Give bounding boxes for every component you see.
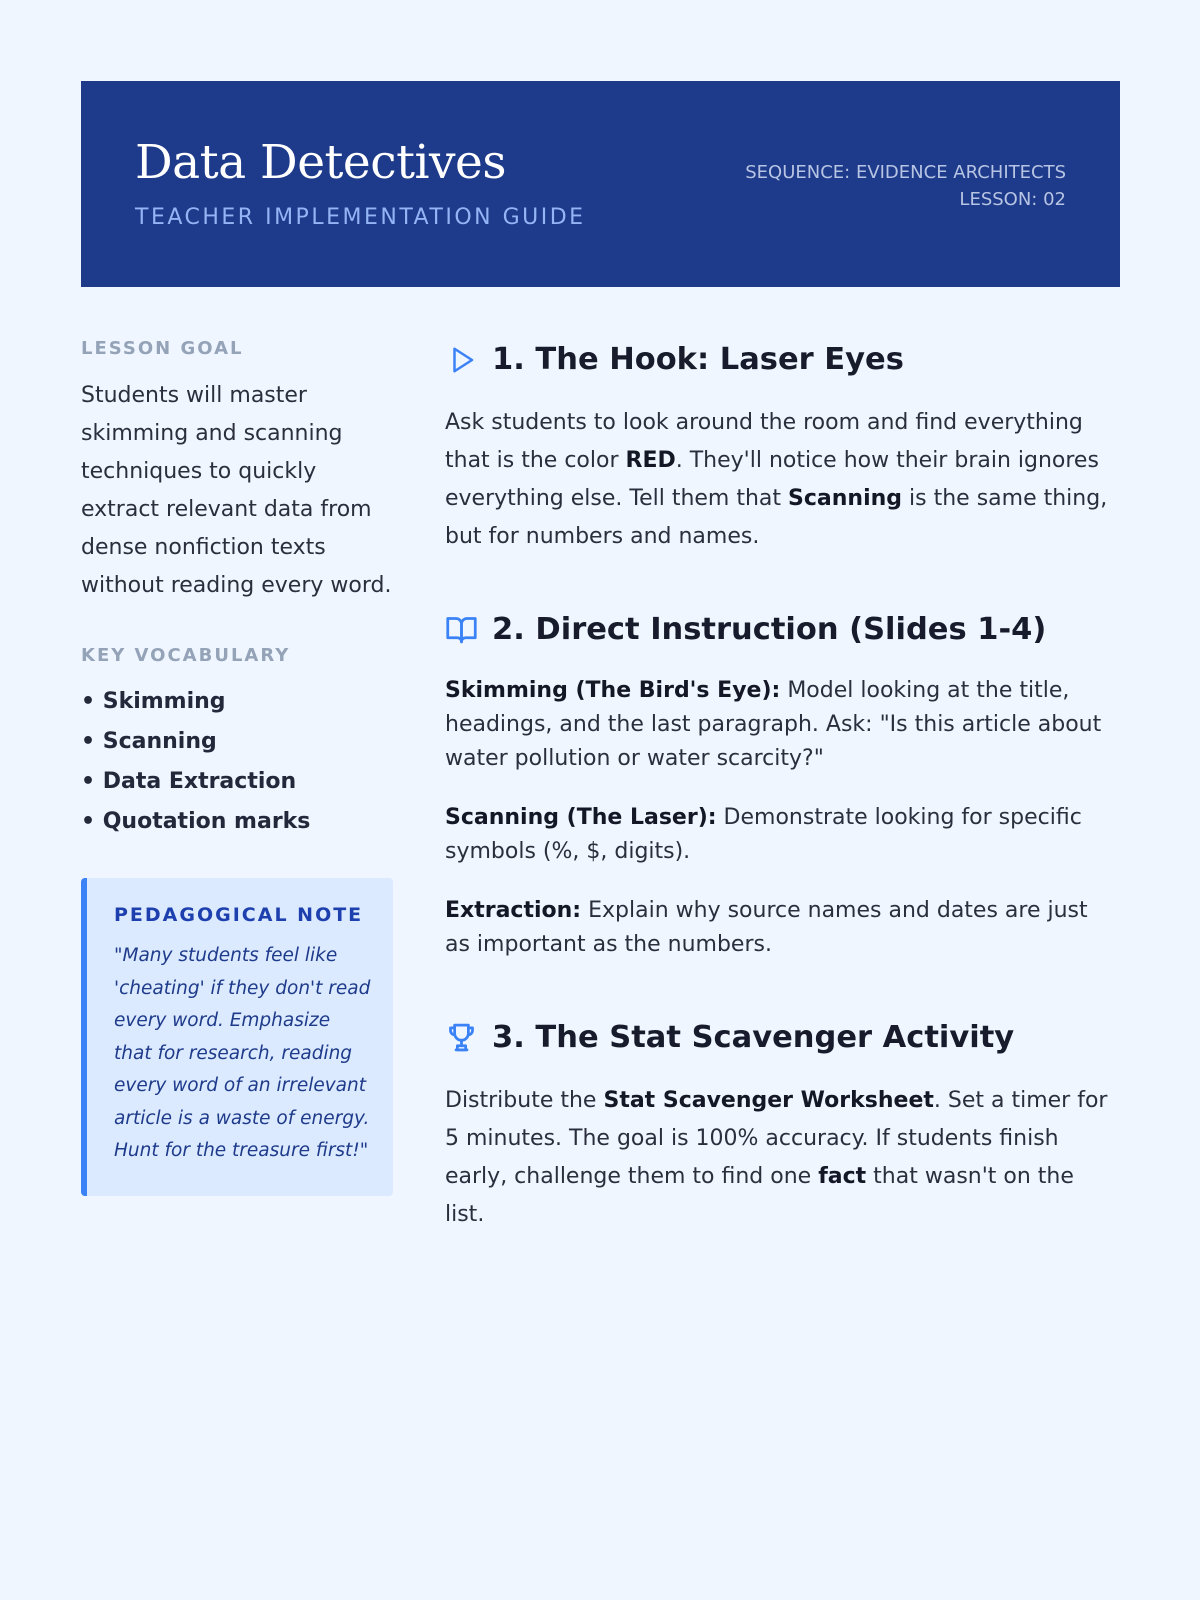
section-title: 1. The Hook: Laser Eyes bbox=[492, 342, 904, 377]
section-paragraph: Distribute the Stat Scavenger Worksheet. Set a timer for 5 minutes. The goal is 100% accuracy. If students finish early, challenge them to find one fact that wasn't on the list. bbox=[445, 1088, 1108, 1227]
page-title: Data Detectives bbox=[135, 135, 506, 190]
emphasis-text: fact bbox=[818, 1164, 867, 1189]
vocabulary-item: • Skimming bbox=[81, 689, 226, 714]
main-content bbox=[445, 342, 1115, 1234]
sequence-label: SEQUENCE: EVIDENCE ARCHITECTS bbox=[745, 162, 1066, 183]
section-title: 2. Direct Instruction (Slides 1-4) bbox=[492, 612, 1047, 647]
header-banner bbox=[81, 81, 1120, 287]
vocabulary-item: • Quotation marks bbox=[81, 809, 311, 834]
section-activity bbox=[445, 1020, 1115, 1234]
page-subtitle: TEACHER IMPLEMENTATION GUIDE bbox=[135, 205, 586, 230]
term: Scanning (The Laser): bbox=[445, 805, 717, 830]
emphasis-text: Scanning bbox=[788, 486, 903, 511]
pedagogical-note bbox=[81, 878, 393, 1196]
pedagogical-note-quote: "Many students feel like 'cheating' if they don't read every word. Emphasize that for research, reading every word of an irrelevant article is a waste of energy. Hunt for the treasure first!" bbox=[114, 945, 371, 1161]
emphasis-text: RED bbox=[625, 448, 676, 473]
extraction-definition: Extraction: Explain why source names and dates are just as important as the numbers. bbox=[445, 898, 1088, 957]
lesson-goal-text: Students will master skimming and scanning techniques to quickly extract relevant data from dense nonfiction texts without reading every word. bbox=[81, 383, 392, 598]
book-icon bbox=[445, 613, 478, 646]
term: Skimming (The Bird's Eye): bbox=[445, 678, 781, 703]
section-hook bbox=[445, 342, 1115, 556]
vocabulary-item: • Scanning bbox=[81, 729, 217, 754]
skimming-definition: Skimming (The Bird's Eye): Model looking at the title, headings, and the last paragraph. Ask: "Is this article about water pollution or water scarcity?" bbox=[445, 678, 1102, 771]
key-vocabulary-label: KEY VOCABULARY bbox=[81, 645, 291, 666]
vocabulary-list bbox=[81, 682, 393, 842]
lesson-goal-label: LESSON GOAL bbox=[81, 338, 244, 359]
play-icon bbox=[445, 343, 478, 376]
sidebar bbox=[81, 338, 393, 1196]
trophy-icon bbox=[445, 1021, 478, 1054]
pedagogical-note-title: PEDAGOGICAL NOTE bbox=[114, 904, 364, 926]
vocabulary-item: • Data Extraction bbox=[81, 769, 297, 794]
scanning-definition: Scanning (The Laser): Demonstrate looking for specific symbols (%, $, digits). bbox=[445, 805, 1082, 864]
term: Extraction: bbox=[445, 898, 582, 923]
lesson-meta bbox=[745, 159, 1066, 213]
lesson-number: LESSON: 02 bbox=[959, 189, 1066, 210]
emphasis-text: Stat Scavenger Worksheet bbox=[603, 1088, 934, 1113]
section-title: 3. The Stat Scavenger Activity bbox=[492, 1020, 1015, 1055]
section-direct-instruction bbox=[445, 612, 1115, 962]
section-paragraph: Ask students to look around the room and find everything that is the color RED. They'll notice how their brain ignores everything else. Tell them that Scanning is the same thing, but for numbers and names. bbox=[445, 410, 1108, 549]
